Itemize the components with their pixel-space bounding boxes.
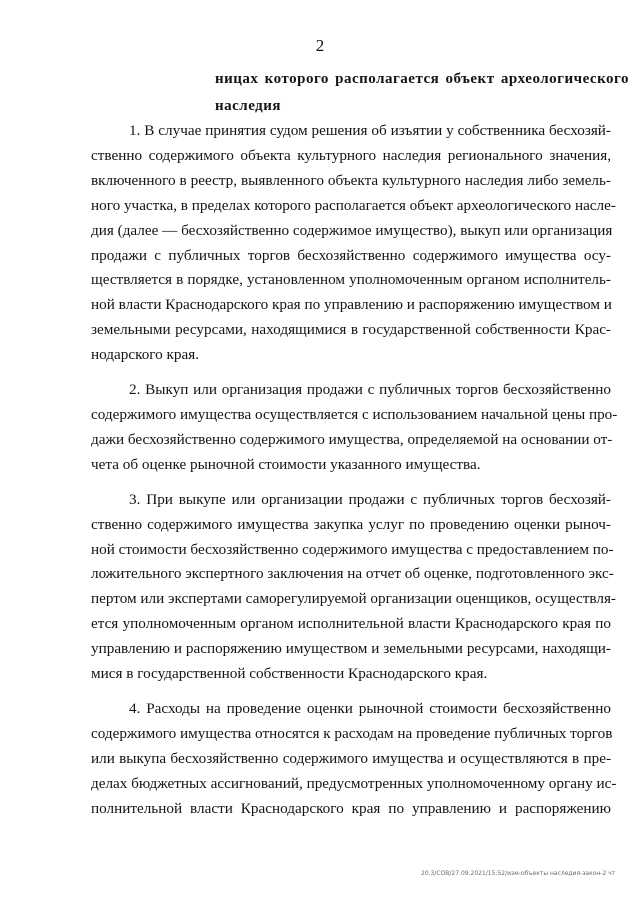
paragraph-1 xyxy=(91,119,616,368)
page-number: 2 xyxy=(315,36,325,55)
text-line: ной стоимости бесхозяйственно содержимого имущества с предоставлением по- xyxy=(91,540,614,558)
heading xyxy=(215,66,629,120)
text-line: продажи с публичных торгов бесхозяйственно содержимого имущества осу- xyxy=(91,246,611,264)
text-line: ется уполномоченным органом исполнительной власти Краснодарского края по xyxy=(91,615,611,633)
text-line: полнительной власти Краснодарского края по управлению и распоряжению xyxy=(91,799,611,817)
text-line: 3. При выкупе или организации продажи с публичных торгов бесхозяй- xyxy=(129,490,611,508)
text-line: 2. Выкуп или организация продажи с публичных торгов бесхозяйственно xyxy=(129,381,611,399)
text-line: содержимого имущества относятся к расходам на проведение публичных торгов xyxy=(91,724,613,742)
text-line: 1. В случае принятия судом решения об изъятии у собственника бесхозяй- xyxy=(129,122,611,139)
body-text xyxy=(91,119,618,831)
text-line: ного участка, в пределах которого располагается объект археологического насле- xyxy=(91,196,616,214)
text-line: дажи бесхозяйственно содержимого имущества, определяемой на основании от- xyxy=(91,430,613,448)
text-line: ственно содержимого имущества закупка услуг по проведению оценки рыноч- xyxy=(91,515,611,533)
text-line: делах бюджетных ассигнований, предусмотренных уполномоченному органу ис- xyxy=(91,774,617,792)
text-line: земельными ресурсами, находящимися в государственной собственности Крас- xyxy=(91,321,611,339)
text-line: содержимого имущества осуществляется с использованием начальной цены про- xyxy=(91,405,618,423)
text-line: управлению и распоряжению имуществом и земельными ресурсами, находящи- xyxy=(91,640,611,658)
text-line: ственно содержимого объекта культурного наследия регионального значения, xyxy=(91,146,611,164)
text-line: мися в государственной собственности Краснодарского края. xyxy=(91,665,488,683)
heading-line: наследия xyxy=(215,98,282,114)
text-line: дия (далее — бесхозяйственно содержимое имущество), выкуп или организация xyxy=(91,221,613,239)
text-line: пертом или экспертами саморегулируемой организации оценщиков, осуществля- xyxy=(91,590,616,608)
text-line: включенного в реестр, выявленного объекта культурного наследия либо земель- xyxy=(91,171,611,189)
text-line: нодарского края. xyxy=(91,346,200,364)
footer-file-stamp: 20.3/СОВ/27.09.2021/15:52/изм-объекты наследия-закон-2 чт xyxy=(421,870,616,877)
text-line: 4. Расходы на проведение оценки рыночной стоимости бесхозяйственно xyxy=(129,699,611,717)
text-line: или выкупа бесхозяйственно содержимого имущества и осуществляются в пре- xyxy=(91,749,611,767)
heading-line: ницах которого располагается объект археологического xyxy=(215,71,629,87)
paragraph-4 xyxy=(91,697,617,822)
text-line: ложительного экспертного заключения на отчет об оценке, подготовленного экс- xyxy=(91,565,614,583)
text-line: ной власти Краснодарского края по управлению и распоряжению имуществом и xyxy=(91,296,612,314)
text-line: ществляется в порядке, установленном уполномоченным органом исполнитель- xyxy=(91,271,611,289)
paragraph-2 xyxy=(91,378,618,478)
text-line: чета об оценке рыночной стоимости указанного имущества. xyxy=(91,455,481,473)
paragraph-3 xyxy=(91,488,616,687)
